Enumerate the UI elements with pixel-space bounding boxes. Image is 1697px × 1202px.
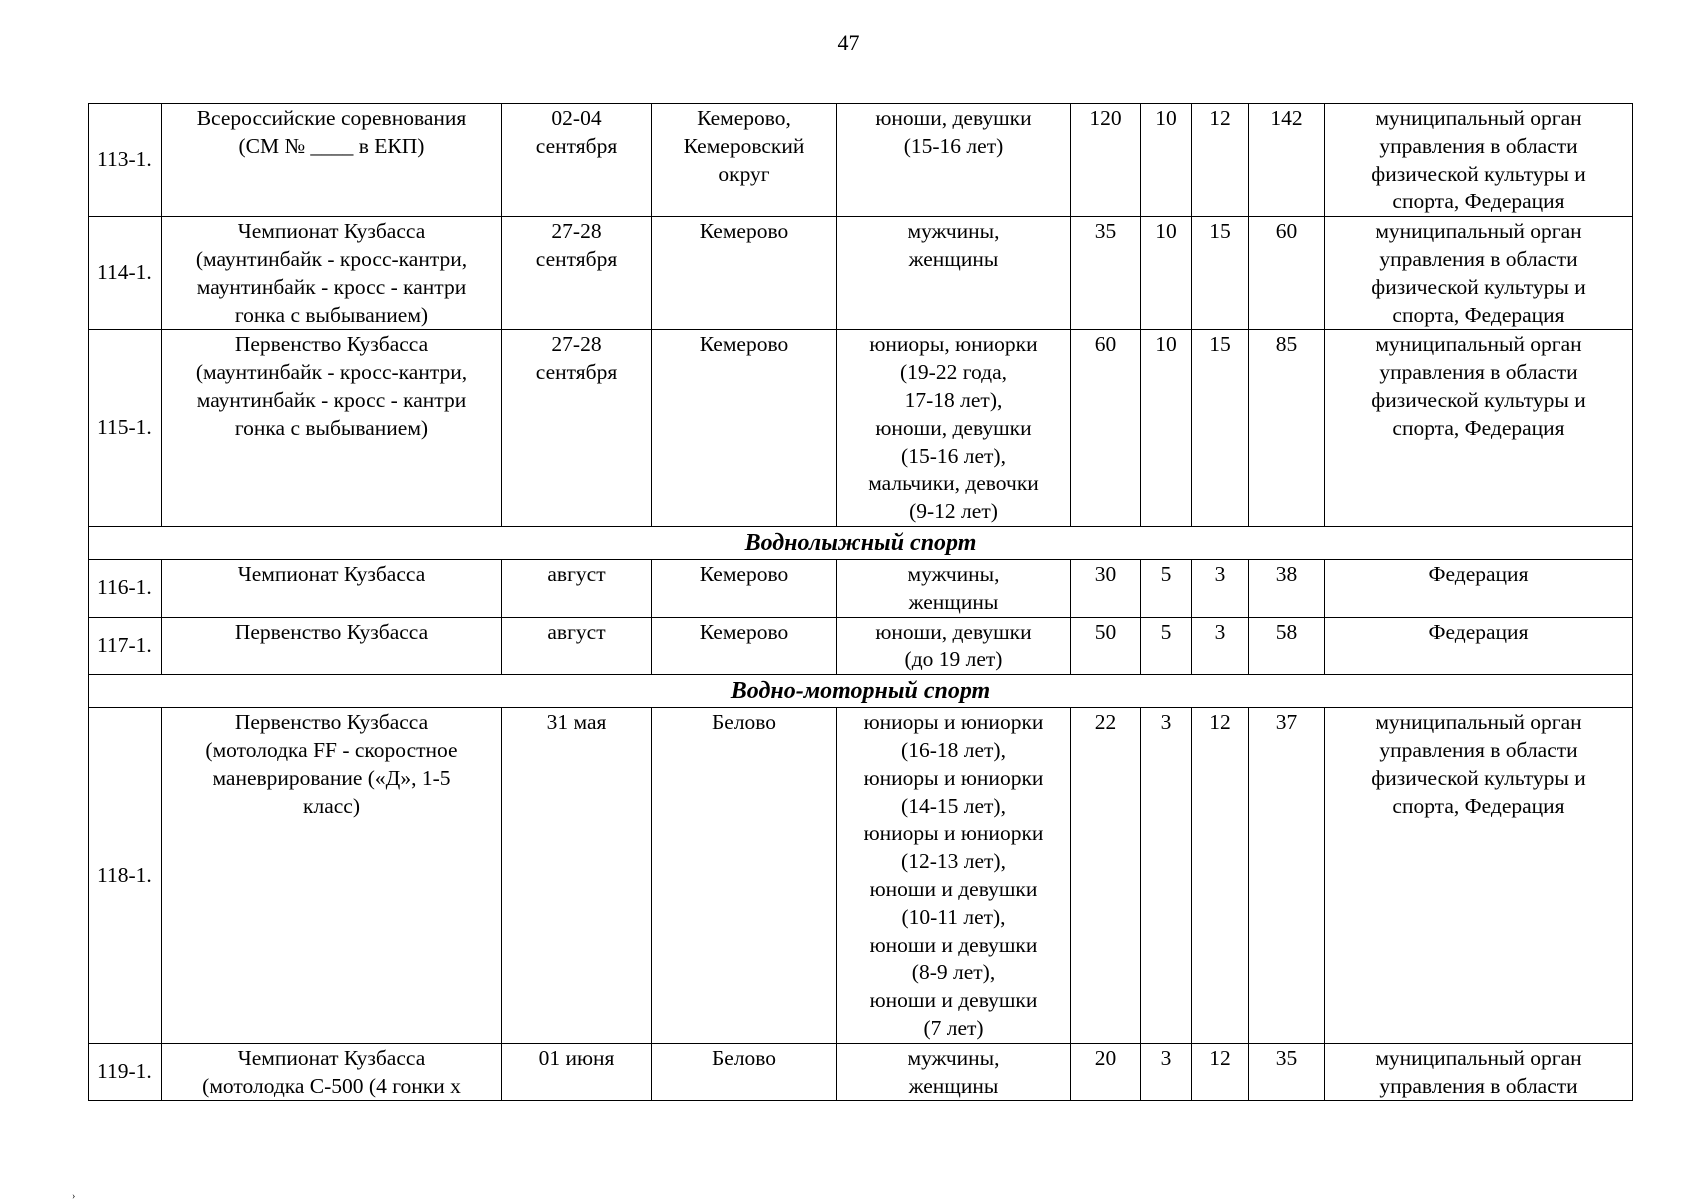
cell-line: (14-15 лет), — [901, 793, 1006, 818]
event-date-cell — [502, 708, 652, 1044]
cell-line: Белово — [711, 710, 777, 735]
event-name-cell — [162, 708, 502, 1044]
event-number-cell: 118-1. — [89, 708, 162, 1044]
judges-count-cell: 3 — [1192, 617, 1249, 675]
cell-line: Федерация — [1428, 561, 1529, 586]
cell-line: управления в области — [1379, 1073, 1578, 1098]
event-place-cell — [652, 1043, 837, 1101]
cell-line: 31 мая — [546, 710, 607, 735]
cell-line: Первенство Кузбасса — [234, 332, 429, 357]
cell-line: муниципальный орган — [1375, 1045, 1582, 1070]
judges-count-cell: 15 — [1192, 330, 1249, 527]
cell-line: сентября — [535, 133, 618, 158]
cell-line: сентября — [535, 246, 618, 271]
cell-line: (16-18 лет), — [901, 737, 1006, 762]
event-date-cell — [502, 1043, 652, 1101]
athletes-count-cell: 35 — [1071, 217, 1141, 330]
cell-line: маневрирование («Д», 1-5 — [212, 765, 451, 790]
cell-line: Белово — [711, 1045, 777, 1070]
cell-line: класс) — [303, 793, 360, 818]
event-row — [89, 1043, 1633, 1101]
events-table — [88, 103, 1633, 1101]
event-name-cell — [162, 559, 502, 617]
coaches-count-cell: 5 — [1141, 617, 1192, 675]
judges-count-cell: 12 — [1192, 1043, 1249, 1101]
coaches-count-cell: 3 — [1141, 1043, 1192, 1101]
cell-line: (мотолодка С-500 (4 гонки х — [202, 1073, 461, 1098]
cell-line: мужчины, — [907, 561, 1000, 586]
cell-line: Кемеровский — [683, 133, 805, 158]
cell-line: Чемпионат Кузбасса — [237, 219, 426, 244]
organizer-cell — [1325, 559, 1633, 617]
cell-line: (10-11 лет), — [901, 904, 1006, 929]
cell-line: Всероссийские соревнования — [196, 106, 467, 130]
total-count-cell: 58 — [1249, 617, 1325, 675]
cell-line: мужчины, — [907, 1045, 1000, 1070]
athletes-count-cell: 50 — [1071, 617, 1141, 675]
cell-line: спорта, Федерация — [1392, 302, 1565, 327]
event-row — [89, 617, 1633, 675]
event-number-cell: 117-1. — [89, 617, 162, 675]
total-count-cell: 60 — [1249, 217, 1325, 330]
event-place-cell — [652, 217, 837, 330]
cell-line: маунтинбайк - кросс - кантри — [196, 387, 467, 412]
athletes-count-cell: 30 — [1071, 559, 1141, 617]
organizer-cell — [1325, 217, 1633, 330]
organizer-cell — [1325, 104, 1633, 217]
cell-line: 17-18 лет), — [904, 387, 1003, 412]
cell-line: (7 лет) — [923, 1015, 984, 1040]
section-title: Воднолыжный спорт — [89, 526, 1633, 559]
stray-mark: › — [72, 1191, 76, 1202]
event-row — [89, 330, 1633, 527]
event-date-cell — [502, 330, 652, 527]
section-title: Водно-моторный спорт — [89, 675, 1633, 708]
judges-count-cell: 15 — [1192, 217, 1249, 330]
event-number-cell: 114-1. — [89, 217, 162, 330]
judges-count-cell: 12 — [1192, 708, 1249, 1044]
cell-line: (9-12 лет) — [909, 499, 998, 524]
cell-line: юноши и девушки — [869, 932, 1038, 957]
cell-line: август — [547, 619, 606, 644]
cell-line: (мотолодка FF - скоростное — [205, 737, 458, 762]
cell-line: юниоры и юниорки — [863, 765, 1044, 790]
judges-count-cell: 12 — [1192, 104, 1249, 217]
event-row — [89, 559, 1633, 617]
cell-line: (8-9 лет), — [911, 960, 996, 985]
cell-line: Чемпионат Кузбасса — [237, 561, 426, 586]
cell-line: Федерация — [1428, 619, 1529, 644]
coaches-count-cell: 10 — [1141, 217, 1192, 330]
cell-line: (12-13 лет), — [901, 849, 1006, 874]
organizer-cell — [1325, 708, 1633, 1044]
cell-line: муниципальный орган — [1375, 106, 1582, 130]
cell-line: юноши и девушки — [869, 988, 1038, 1013]
cell-line: юноши, девушки — [875, 619, 1032, 644]
cell-line: 27-28 — [551, 332, 602, 357]
participants-cell — [837, 559, 1071, 617]
cell-line: сентября — [535, 360, 618, 385]
cell-line: физической культуры и — [1371, 161, 1586, 186]
cell-line: Кемерово — [699, 561, 789, 586]
cell-line: мужчины, — [907, 219, 1000, 244]
athletes-count-cell: 20 — [1071, 1043, 1141, 1101]
event-place-cell — [652, 559, 837, 617]
event-place-cell — [652, 708, 837, 1044]
event-name-cell — [162, 330, 502, 527]
cell-line: 01 июня — [538, 1045, 615, 1070]
event-name-cell — [162, 104, 502, 217]
organizer-cell — [1325, 330, 1633, 527]
participants-cell — [837, 1043, 1071, 1101]
cell-line: гонка с выбыванием) — [234, 302, 429, 327]
cell-line: маунтинбайк - кросс - кантри — [196, 274, 467, 299]
event-date-cell — [502, 217, 652, 330]
event-number-cell: 113-1. — [89, 104, 162, 217]
cell-line: 27-28 — [551, 219, 602, 244]
cell-line: гонка с выбыванием) — [234, 415, 429, 440]
cell-line: (маунтинбайк - кросс-кантри, — [195, 360, 468, 385]
total-count-cell: 85 — [1249, 330, 1325, 527]
cell-line: (19-22 года, — [900, 360, 1007, 385]
cell-line: юниоры и юниорки — [863, 710, 1044, 735]
cell-line: Чемпионат Кузбасса — [237, 1045, 426, 1070]
cell-line: юниоры, юниорки — [869, 332, 1038, 357]
cell-line: (маунтинбайк - кросс-кантри, — [195, 246, 468, 271]
section-row — [89, 675, 1633, 708]
cell-line: юниоры и юниорки — [863, 821, 1044, 846]
participants-cell — [837, 217, 1071, 330]
cell-line: Первенство Кузбасса — [234, 619, 429, 644]
judges-count-cell: 3 — [1192, 559, 1249, 617]
cell-line: Кемерово, — [697, 106, 791, 130]
organizer-cell — [1325, 1043, 1633, 1101]
total-count-cell: 38 — [1249, 559, 1325, 617]
event-number-cell: 116-1. — [89, 559, 162, 617]
event-row — [89, 217, 1633, 330]
cell-line: спорта, Федерация — [1392, 415, 1565, 440]
cell-line: юноши, девушки — [875, 415, 1032, 440]
cell-line: физической культуры и — [1371, 387, 1586, 412]
cell-line: управления в области — [1379, 737, 1578, 762]
event-place-cell — [652, 617, 837, 675]
athletes-count-cell: 22 — [1071, 708, 1141, 1044]
cell-line: юноши и девушки — [869, 876, 1038, 901]
organizer-cell — [1325, 617, 1633, 675]
cell-line: Кемерово — [699, 332, 789, 357]
cell-line: Кемерово — [699, 619, 789, 644]
participants-cell — [837, 104, 1071, 217]
cell-line: физической культуры и — [1371, 274, 1586, 299]
event-row — [89, 708, 1633, 1044]
cell-line: муниципальный орган — [1375, 710, 1582, 735]
coaches-count-cell: 5 — [1141, 559, 1192, 617]
cell-line: (СМ № ____ в ЕКП) — [238, 133, 425, 158]
event-name-cell — [162, 1043, 502, 1101]
page-number: 47 — [837, 30, 860, 55]
event-number-cell: 119-1. — [89, 1043, 162, 1101]
event-number-cell: 115-1. — [89, 330, 162, 527]
cell-line: женщины — [908, 246, 999, 271]
cell-line: спорта, Федерация — [1392, 793, 1565, 818]
event-date-cell — [502, 559, 652, 617]
participants-cell — [837, 708, 1071, 1044]
cell-line: (до 19 лет) — [904, 647, 1003, 672]
section-row — [89, 526, 1633, 559]
event-place-cell — [652, 104, 837, 217]
cell-line: муниципальный орган — [1375, 219, 1582, 244]
total-count-cell: 142 — [1249, 104, 1325, 217]
coaches-count-cell: 10 — [1141, 104, 1192, 217]
event-name-cell — [162, 217, 502, 330]
cell-line: Первенство Кузбасса — [234, 710, 429, 735]
total-count-cell: 35 — [1249, 1043, 1325, 1101]
participants-cell — [837, 617, 1071, 675]
cell-line: женщины — [908, 589, 999, 614]
event-date-cell — [502, 617, 652, 675]
cell-line: управления в области — [1379, 133, 1578, 158]
event-place-cell — [652, 330, 837, 527]
cell-line: мальчики, девочки — [868, 471, 1039, 496]
cell-line: спорта, Федерация — [1392, 189, 1565, 214]
cell-line: управления в области — [1379, 360, 1578, 385]
participants-cell — [837, 330, 1071, 527]
coaches-count-cell: 3 — [1141, 708, 1192, 1044]
cell-line: (15-16 лет), — [901, 443, 1006, 468]
athletes-count-cell: 60 — [1071, 330, 1141, 527]
cell-line: 02-04 — [551, 106, 602, 130]
cell-line: управления в области — [1379, 246, 1578, 271]
cell-line: женщины — [908, 1073, 999, 1098]
total-count-cell: 37 — [1249, 708, 1325, 1044]
athletes-count-cell: 120 — [1071, 104, 1141, 217]
cell-line: физической культуры и — [1371, 765, 1586, 790]
event-date-cell — [502, 104, 652, 217]
cell-line: август — [547, 561, 606, 586]
cell-line: юноши, девушки — [875, 106, 1032, 130]
cell-line: Кемерово — [699, 219, 789, 244]
cell-line: округ — [718, 161, 770, 186]
coaches-count-cell: 10 — [1141, 330, 1192, 527]
cell-line: (15-16 лет) — [903, 133, 1004, 158]
event-row — [89, 104, 1633, 217]
event-name-cell — [162, 617, 502, 675]
cell-line: муниципальный орган — [1375, 332, 1582, 357]
